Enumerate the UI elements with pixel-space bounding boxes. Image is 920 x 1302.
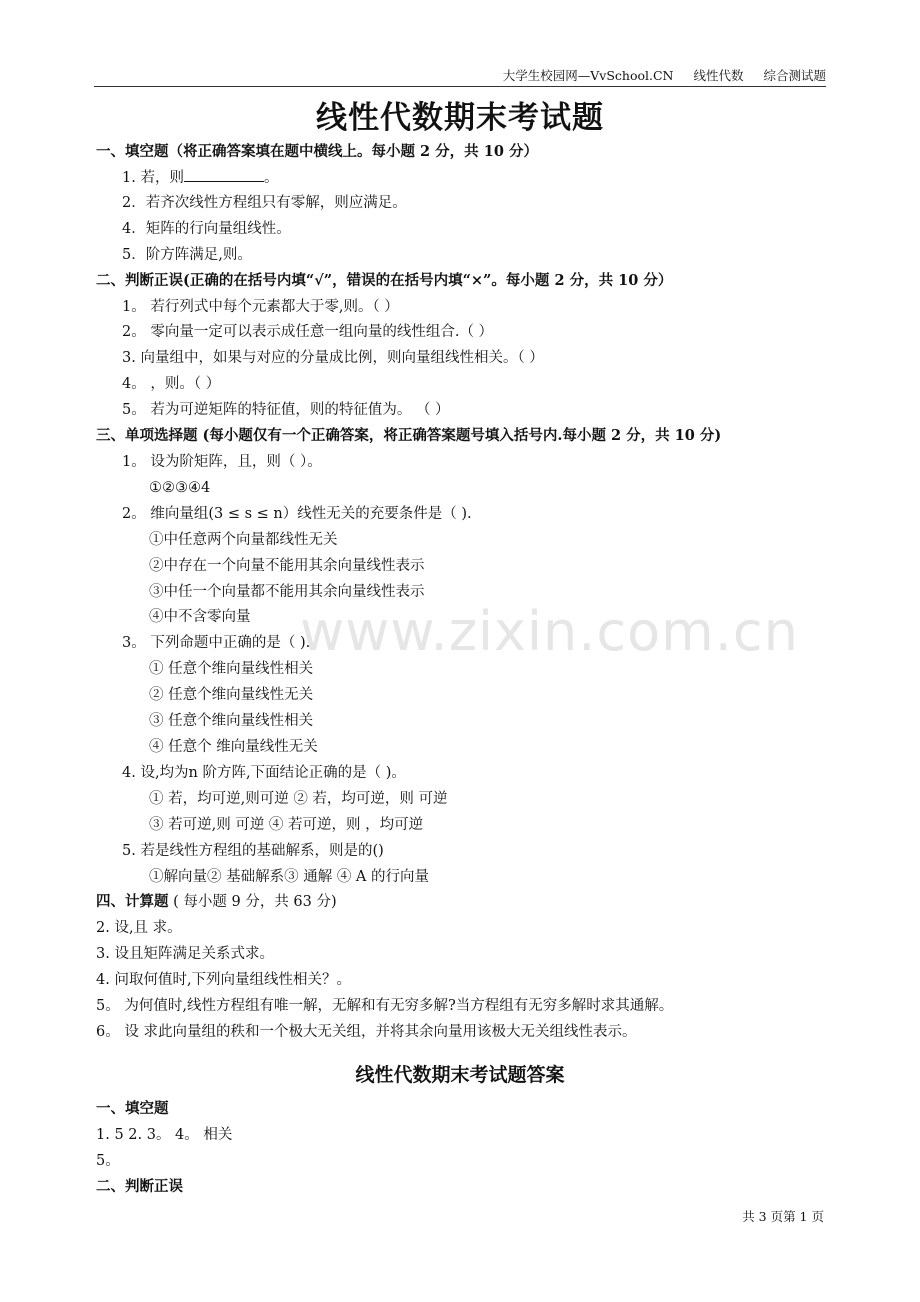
sec4-q5: 5。 为何值时,线性方程组有唯一解，无解和有无穷多解?当方程组有无穷多解时求其通解。 — [96, 998, 674, 1014]
answers-title: 线性代数期末考试题答案 — [355, 1064, 565, 1086]
sec3-q2-option: ④中不含零向量 — [149, 609, 251, 625]
header-kind: 综合测试题 — [763, 68, 826, 83]
sec3-q4-options-2: ③ 若可逆,则 可逆 ④ 若可逆，则 ，均可逆 — [149, 817, 424, 833]
sec2-q2: 2。 零向量一定可以表示成任意一组向量的线性组合.（ ） — [122, 324, 494, 340]
sec3-q4-options-1: ① 若，均可逆,则可逆 ② 若，均可逆，则 可逆 — [149, 791, 448, 807]
header-site: 大学生校园网—VvSchool.CN — [502, 68, 674, 83]
sec3-q2-option: ③中任一个向量都不能用其余向量线性表示 — [149, 584, 425, 600]
sec3-q1: 1。 设为阶矩阵，且，则（ ）。 — [122, 454, 322, 470]
page-title: 线性代数期末考试题 — [316, 100, 604, 136]
sec2-q5: 5。 若为可逆矩阵的特征值，则的特征值为。 （ ） — [122, 402, 450, 418]
sec3-q5: 5. 若是线性方程组的基础解系，则是的() — [122, 843, 384, 859]
section-3-heading: 三、单项选择题 (每小题仅有一个正确答案，将正确答案题号填入括号内.每小题 2 分，共 10 分) — [96, 427, 722, 444]
sec4-title: 四、计算题 — [96, 893, 169, 910]
sec1-q1-post: 。 — [263, 170, 279, 186]
sec1-q5: 5．阶方阵满足,则。 — [122, 247, 252, 263]
header-subject: 线性代数 — [693, 68, 744, 83]
sec4-q3: 3. 设且矩阵满足关系式求。 — [96, 946, 274, 962]
answers-sec2-heading: 二、判断正误 — [96, 1178, 183, 1195]
sec3-q3-option: ② 任意个维向量线性无关 — [149, 687, 314, 703]
sec1-q1 — [122, 168, 278, 188]
sec4-q6: 6。 设 求此向量组的秩和一个极大无关组，并将其余向量用该极大无关组线性表示。 — [96, 1024, 637, 1040]
section-2-heading: 二、判断正误(正确的在括号内填“√”，错误的在括号内填“×”。每小题 2 分，共 10 分） — [96, 272, 673, 289]
sec4-q2: 2. 设,且 求。 — [96, 920, 182, 936]
page-header — [94, 66, 826, 87]
answers-line-2: 5。 — [96, 1153, 120, 1169]
sec3-q2: 2。 维向量组(3 ≤ s ≤ n）线性无关的充要条件是（ ). — [122, 506, 472, 522]
page-footer: 共 3 页第 1 页 — [742, 1209, 824, 1224]
sec1-q1-pre: 1. 若，则 — [122, 170, 184, 186]
sec3-q2-option: ②中存在一个向量不能用其余向量线性表示 — [149, 558, 425, 574]
sec3-q4: 4. 设,均为n 阶方阵,下面结论正确的是（ )。 — [122, 765, 406, 781]
watermark: www.zixin.com.cn — [300, 600, 799, 663]
sec3-q3-option: ③ 任意个维向量线性相关 — [149, 713, 314, 729]
sec3-q1-options: ①②③④4 — [149, 480, 211, 496]
sec2-q1: 1。 若行列式中每个元素都大于零,则。（ ） — [122, 299, 399, 315]
answers-sec1-heading: 一、填空题 — [96, 1100, 169, 1117]
answers-line-1: 1. 5 2. 3。 4。 相关 — [96, 1127, 233, 1143]
sec2-q4: 4。 ，则。（ ） — [122, 376, 221, 392]
sec4-q4: 4. 问取何值时,下列向量组线性相关？。 — [96, 972, 352, 988]
sec3-q3-option: ④ 任意个 维向量线性无关 — [149, 739, 318, 755]
section-4-heading — [96, 892, 337, 912]
sec3-q3: 3。 下列命题中正确的是（ ). — [122, 635, 311, 651]
section-1-heading: 一、填空题（将正确答案填在题中横线上。每小题 2 分，共 10 分） — [96, 143, 538, 160]
sec2-q3: 3. 向量组中，如果与对应的分量成比例，则向量组线性相关。（ ） — [122, 350, 544, 366]
sec1-q4: 4．矩阵的行向量组线性。 — [122, 221, 291, 237]
sec3-q2-option: ①中任意两个向量都线性无关 — [149, 532, 338, 548]
sec3-q3-option: ① 任意个维向量线性相关 — [149, 661, 314, 677]
sec4-note: ( 每小题 9 分，共 63 分) — [173, 894, 337, 910]
answer-blank — [184, 168, 264, 182]
sec1-q2: 2．若齐次线性方程组只有零解，则应满足。 — [122, 195, 407, 211]
sec3-q5-options: ①解向量② 基础解系③ 通解 ④ A 的行向量 — [149, 869, 430, 885]
